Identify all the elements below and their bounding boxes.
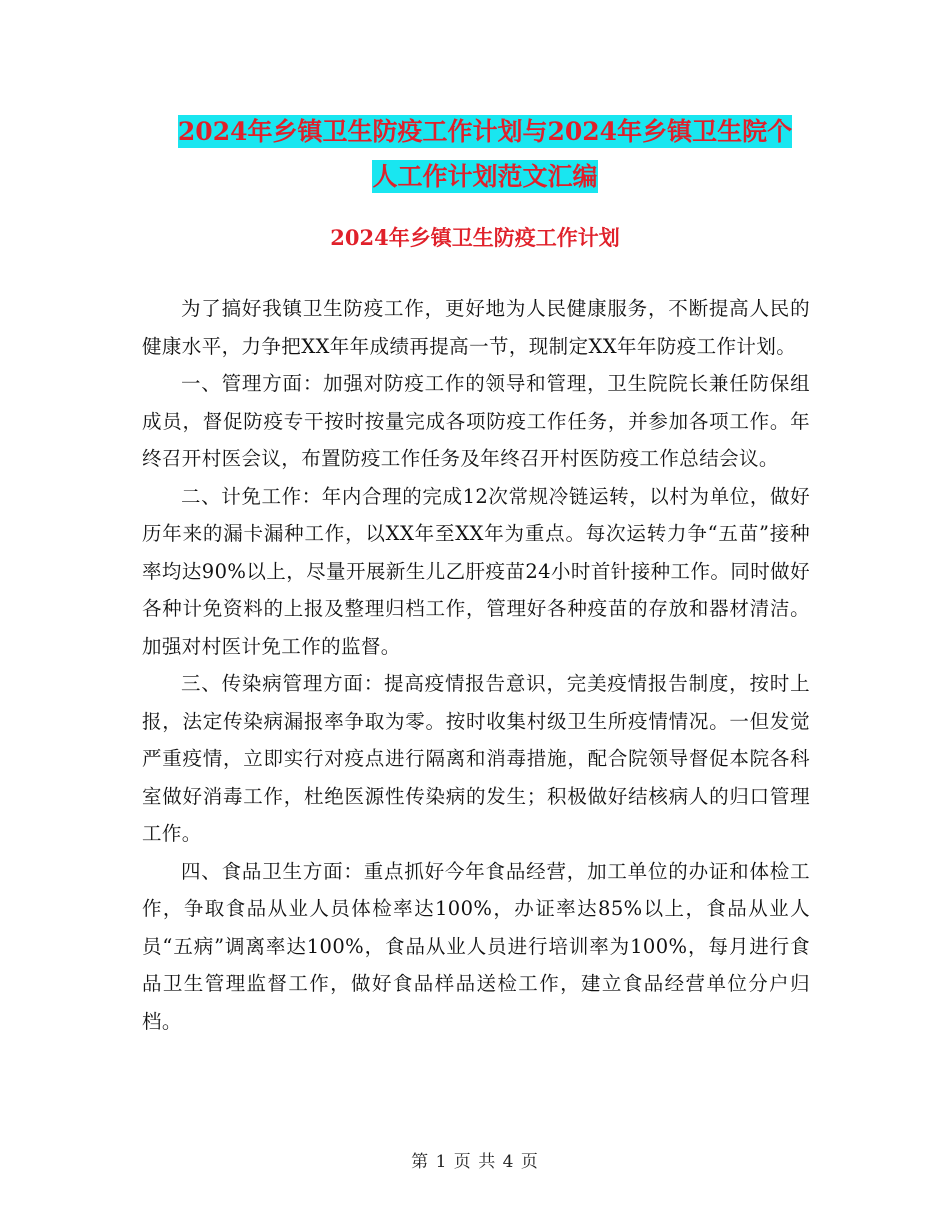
section-title: 2024年乡镇卫生防疫工作计划 [330, 225, 620, 250]
body-text [142, 290, 810, 1040]
paragraph-infectious-disease: 三、传染病管理方面：提高疫情报告意识，完美疫情报告制度，按时上报，法定传染病漏报率争取为零。按时收集村级卫生所疫情情况。一但发觉严重疫情，立即实行对疫点进行隔离和消毒措施，配合院领导督促本院各科室做好消毒工作，杜绝医源性传染病的发生；积极做好结核病人的归口管理工作。 [142, 672, 810, 845]
paragraph-immunization: 二、计免工作：年内合理的完成12次常规冷链运转，以村为单位，做好历年来的漏卡漏种工作，以XX年至XX年为重点。每次运转力争“五苗”接种率均达90%以上，尽量开展新生儿乙肝疫苗24小时首针接种工作。同时做好各种计免资料的上报及整理归档工作，管理好各种疫苗的存放和器材清洁。加强对村医计免工作的监督。 [142, 484, 810, 658]
paragraph-intro: 为了搞好我镇卫生防疫工作，更好地为人民健康服务，不断提高人民的健康水平，力争把XX年年成绩再提高一节，现制定XX年年防疫工作计划。 [142, 297, 810, 358]
document-title-line-2 [140, 157, 830, 193]
paragraph-food-hygiene: 四、食品卫生方面：重点抓好今年食品经营，加工单位的办证和体检工作，争取食品从业人员体检率达100%，办证率达85%以上，食品从业人员“五病”调离率达100%，食品从业人员进行培训率为100%，每月进行食品卫生管理监督工作，做好食品样品送检工作，建立食品经营单位分户归档。 [142, 859, 810, 1033]
document-title-text-2: 人工作计划范文汇编 [372, 162, 598, 191]
paragraph-management: 一、管理方面：加强对防疫工作的领导和管理，卫生院院长兼任防保组成员，督促防疫专干按时按量完成各项防疫工作任务，并参加各项工作。年终召开村医会议，布置防疫工作任务及年终召开村医防疫工作总结会议。 [142, 372, 810, 470]
document-title-text-1: 2024年乡镇卫生防疫工作计划与2024年乡镇卫生院个 [177, 117, 793, 146]
page-footer: 第 1 页 共 4 页 [411, 1152, 539, 1172]
document-title-line-1 [140, 112, 830, 148]
